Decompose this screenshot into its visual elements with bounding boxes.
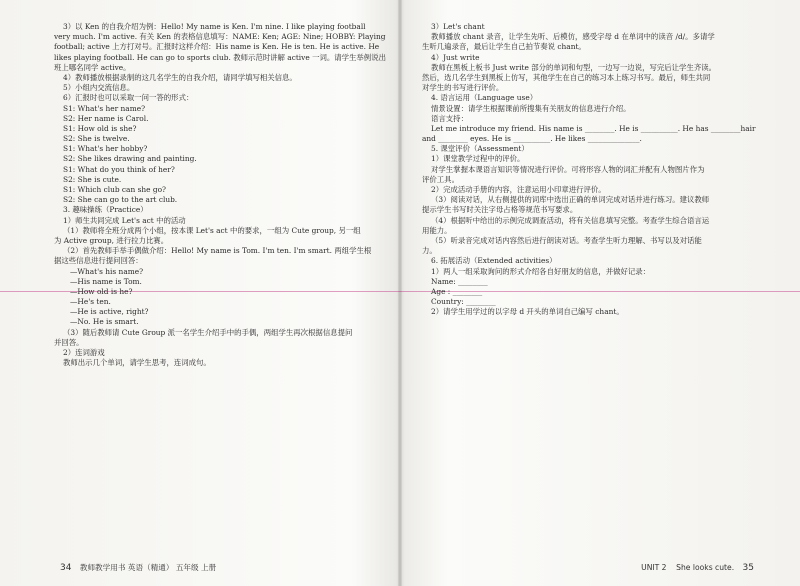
right-page-unit: UNIT 2 — [641, 563, 667, 572]
text-line: 提示学生书写时关注字母占格等规范书写要求。 — [422, 205, 578, 215]
text-line: S1: Which club can she go? — [63, 185, 166, 194]
text-line: 对学生的书写进行评价。 — [422, 83, 504, 93]
text-line: Name: ________ — [431, 276, 488, 286]
text-line: （2）首先教师手举手偶做介绍：Hello! My name is Tom. I'm ten. I'm smart. 两组学生根 — [63, 246, 372, 256]
text-line: 生听几遍录音，最后让学生自己拍节奏说 chant。 — [422, 42, 586, 52]
text-line: and ________ eyes. He is __________. He likes ______________. — [422, 134, 642, 144]
text-line: S1: What's her hobby? — [63, 144, 148, 154]
text-line: 评价工具。 — [422, 174, 459, 184]
text-line: 对学生掌握本课语言知识等情况进行评价。可将形容人物的词汇并配有人物图片作为 — [431, 164, 705, 174]
text-line: （4）根据听中给出的示例完成调查活动，将有关信息填写完整。考查学生综合语言运 — [431, 215, 710, 225]
text-line: S2: She is twelve. — [63, 134, 130, 144]
right-page-number: 35 — [742, 563, 754, 573]
text-line: —What's his name? — [70, 266, 144, 276]
text-line: 情景设置：请学生根据课前所搜集有关朋友的信息进行介绍。 — [431, 103, 631, 113]
text-line: S2: She likes drawing and painting. — [63, 154, 197, 164]
text-line: 力。 — [422, 246, 437, 256]
text-line: 6）汇报时也可以采取一问一答的形式： — [63, 93, 194, 103]
text-line: （3）随后教师请 Cute Group 派一名学生介绍手中的手偶，两组学生再次根据信息提问 — [63, 327, 353, 337]
text-line: 4）教师播放根据录制的这几名学生的自我介绍，请同学填写相关信息。 — [63, 72, 297, 82]
text-line: very much. I'm active. 有关 Ken 的表格信息填写：NAME: Ken; AGE: Nine; HOBBY: Playing — [54, 32, 386, 42]
text-line: 用能力。 — [422, 225, 452, 235]
text-line: 3. 趣味操练（Practice） — [63, 205, 148, 215]
text-line: 然后，选几名学生到黑板上仿写，其他学生在自己的练习本上练习书写。最后，师生共同 — [422, 72, 711, 82]
text-line: S2: She is cute. — [63, 174, 122, 184]
right-page-footer-title: She looks cute. — [676, 563, 735, 572]
text-line: S1: What's her name? — [63, 103, 146, 113]
left-page-footer — [54, 562, 216, 573]
text-line: S2: She can go to the art club. — [63, 195, 178, 205]
right-page-text — [422, 22, 758, 317]
text-line: Country: ________ — [431, 297, 496, 307]
left-page-text — [54, 22, 388, 368]
text-line: S1: How old is she? — [63, 123, 137, 133]
text-line: 教师在黑板上板书 Just write 部分的单词和句型，一边写一边说，写完后让学生齐读。 — [431, 62, 716, 72]
text-line: 4）Just write — [431, 52, 480, 62]
text-line: —His name is Tom. — [70, 276, 142, 286]
text-line: Age : ________ — [431, 286, 483, 296]
text-line: 2）请学生用学过的以字母 d 开头的单词自己编写 chant。 — [431, 307, 624, 317]
text-line: 为 Active group, 进行拉力比赛。 — [54, 235, 169, 245]
text-line: 教师出示几个单词，请学生思考，连词成句。 — [63, 358, 211, 368]
text-line: —How old is he? — [70, 286, 133, 296]
text-line: 4. 语言运用（Language use） — [431, 93, 538, 103]
text-line: likes playing football. He can go to sports club. 教师示范时讲解 active 一词。请学生举例说出 — [54, 52, 386, 62]
left-page-footer-title: 教师教学用书 英语（精通） 五年级 上册 — [79, 563, 217, 572]
text-line: 语言支持： — [431, 113, 468, 123]
text-line: 5. 课堂评价（Assessment） — [431, 144, 529, 154]
text-line: S1: What do you think of her? — [63, 164, 175, 174]
text-line: 班上哪名同学 active。 — [54, 62, 131, 72]
text-line: —He is active, right? — [70, 307, 149, 317]
text-line: 1）课堂教学过程中的评价。 — [431, 154, 525, 164]
text-line: football; active 上方打对号。汇报时这样介绍：His name is Ken. He is ten. He is active. He — [54, 42, 380, 52]
text-line: —He's ten. — [70, 297, 111, 307]
text-line: —No. He is smart. — [70, 317, 139, 327]
text-line: S2: Her name is Carol. — [63, 113, 149, 123]
text-line: 并回答。 — [54, 337, 84, 347]
text-line: （1）教师将全班分成两个小组，按本课 Let's act 中的要求，一组为 Cute group, 另一组 — [63, 225, 361, 235]
text-line: （3）阅读对话，从右侧提供的词库中选出正确的单词完成对话并进行练习。建议教师 — [431, 195, 710, 205]
text-line: 2）连词游戏 — [63, 348, 105, 357]
text-line: 2）完成活动手册的内容，注意运用小印章进行评价。 — [431, 185, 606, 194]
text-line: Let me introduce my friend. His name is ________. He is __________. He has ________hair — [431, 123, 756, 133]
text-line: 1）师生共同完成 Let's act 中的活动 — [63, 215, 186, 225]
right-page-footer — [641, 563, 760, 573]
text-line: 3）以 Ken 的自我介绍为例：Hello! My name is Ken. I'm nine. I like playing football — [63, 22, 366, 31]
text-line: 1）两人一组采取询问的形式介绍各自好朋友的信息，并做好记录： — [431, 266, 651, 276]
text-line: 3）Let's chant — [431, 22, 485, 31]
text-line: 6. 拓展活动（Extended activities） — [431, 256, 557, 266]
left-page-number: 34 — [60, 563, 72, 573]
text-line: 教师播放 chant 录音，让学生先听、后模仿，感受字母 d 在单词中的读音 /d/。多请学 — [431, 32, 715, 42]
text-line: 据这些信息进行提问回答： — [54, 256, 143, 266]
text-line: 5）小组内交流信息。 — [63, 83, 135, 93]
right-page — [400, 0, 800, 586]
text-line: （5）听录音完成对话内容然后进行朗读对话。考查学生听力理解、书写以及对话能 — [431, 235, 702, 245]
